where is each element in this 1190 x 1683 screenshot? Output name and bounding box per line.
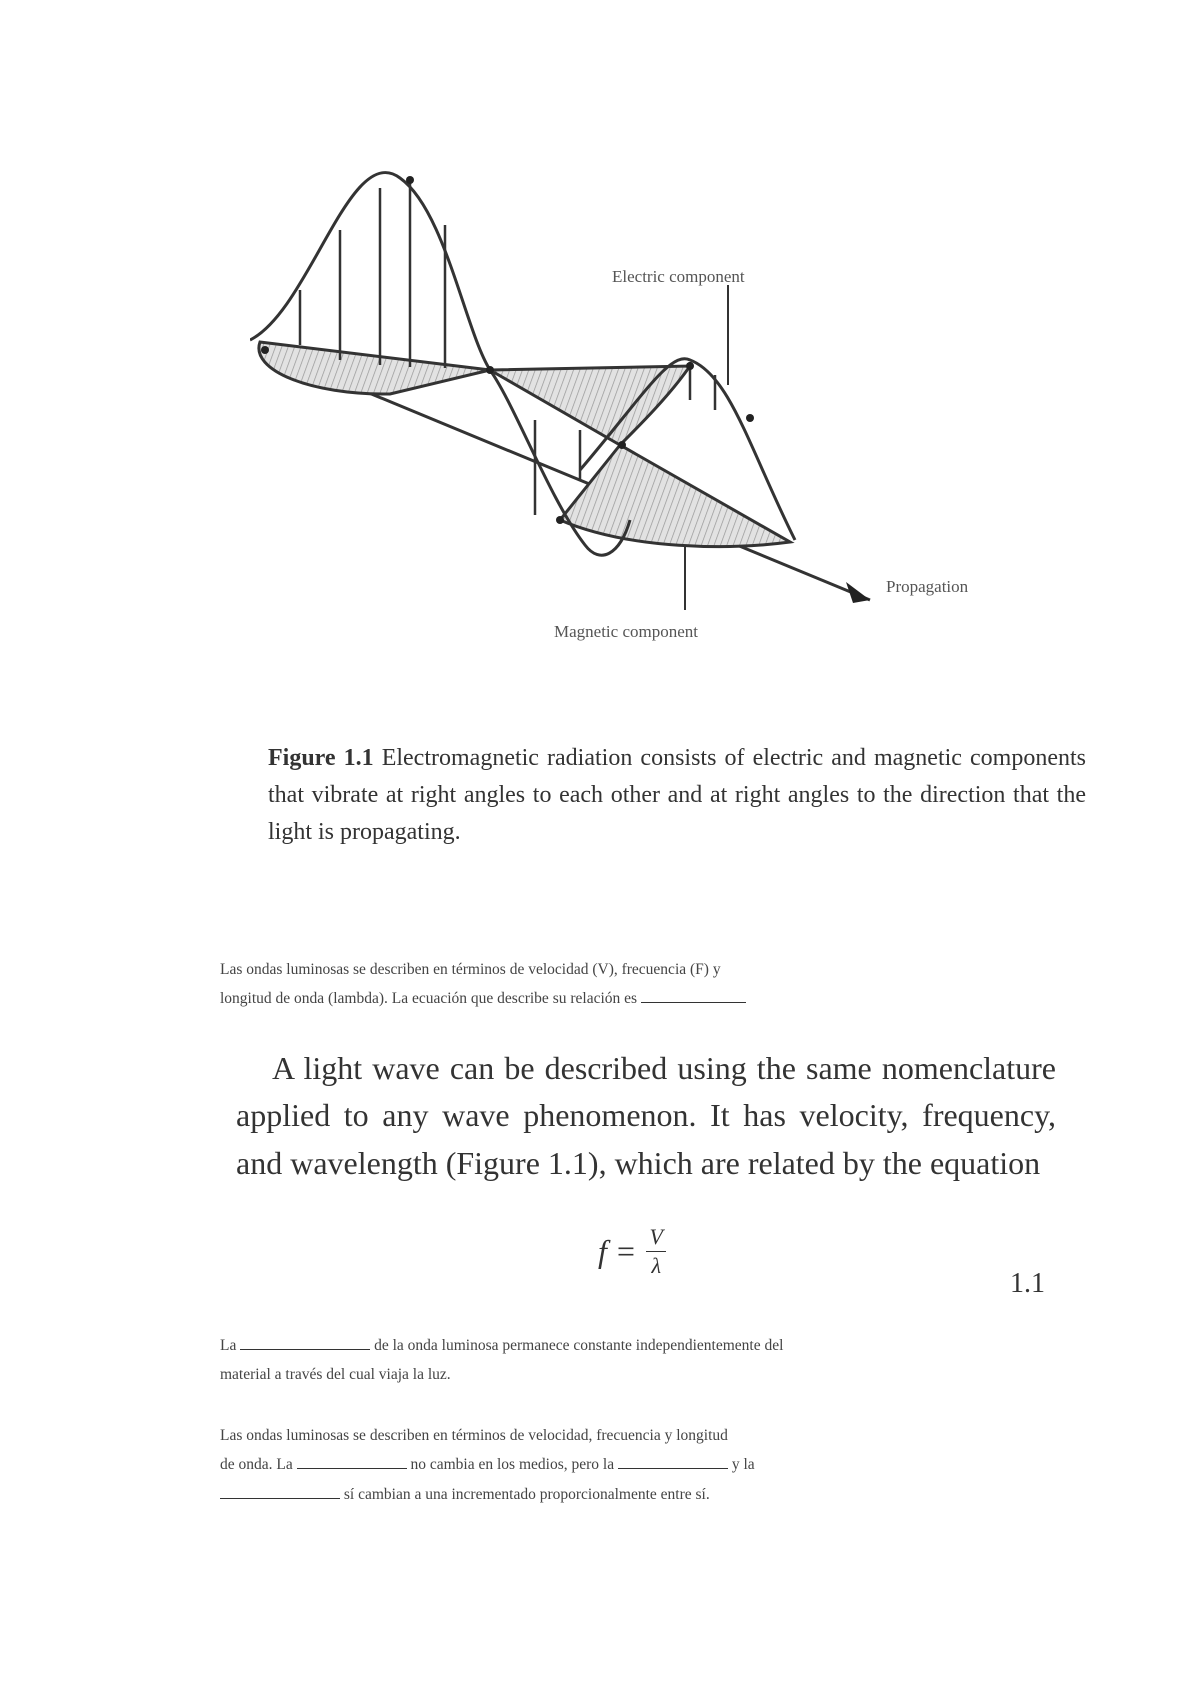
equation-number: 1.1 [1010,1268,1045,1299]
answer-blank-1[interactable] [641,1002,746,1003]
note-3-line-2-start: de onda. La [220,1456,293,1474]
electric-component-label: Electric component [612,267,745,286]
note-3-line-2-mid: no cambia en los medios, pero la [410,1456,615,1474]
note-3-line-2 [220,1450,1060,1479]
note-3-line-1: Las ondas luminosas se describen en términos de velocidad, frecuencia y longitud [220,1427,728,1444]
em-wave-diagram [250,170,1100,710]
equation-numerator: V [646,1226,665,1252]
em-wave-figure [250,170,1100,710]
equation [598,1226,666,1277]
note-2 [220,1331,1060,1390]
note-3 [220,1421,1060,1509]
answer-blank-4[interactable] [618,1468,728,1469]
magnetic-lobe-3 [560,445,790,547]
answer-blank-5[interactable] [220,1498,340,1499]
equation-denominator: λ [651,1253,661,1278]
note-2-rest: de la onda luminosa permanece constante independientemente del [374,1337,784,1354]
note-3-line-2-end: y la [731,1456,755,1474]
answer-blank-3[interactable] [297,1468,407,1469]
figure-caption [268,740,1086,852]
figure-caption-text: Electromagnetic radiation consists of electric and magnetic components that vibrate at right angles to each other and at right angles to the direction that the light is propagating. [268,745,1086,846]
note-2-line-2: material a través del cual viaja la luz. [220,1366,451,1384]
note-3-line-3-rest: sí cambian a una incrementado proporcionalmente entre sí. [343,1485,710,1503]
magnetic-lobe-2 [490,366,690,445]
note-3-line-3 [220,1480,1060,1509]
magnetic-component-label: Magnetic component [554,622,698,641]
note-1-line-2 [220,984,1060,1013]
magnetic-lobe-1 [259,342,490,394]
electric-rulings-1 [300,182,445,368]
figure-number: Figure 1.1 [268,745,374,771]
equation-fraction [646,1226,665,1277]
note-1-line-1: Las ondas luminosas se describen en términos de velocidad (V), frecuencia (F) y [220,961,721,978]
answer-blank-2[interactable] [240,1349,370,1350]
note-2-line-1 [220,1331,1060,1360]
equation-lhs: f = [598,1233,637,1269]
note-2-start: La [220,1337,237,1354]
note-1-line-2-text: longitud de onda (lambda). La ecuación que describe su relación es [220,990,638,1008]
propagation-label: Propagation [886,577,969,596]
body-paragraph [236,1045,1056,1187]
body-paragraph-text: A light wave can be described using the same nomenclature applied to any wave phenomenon. It has velocity, frequency, and wavelength (Figure 1.1), which are related by the equation [236,1050,1056,1181]
propagation-arrowhead [846,582,870,603]
note-1 [220,955,1060,1014]
